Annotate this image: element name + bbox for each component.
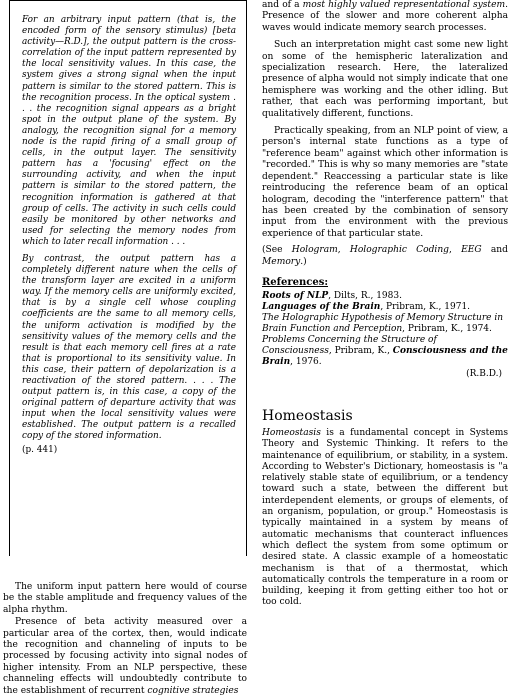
cont-b: . Presence of the slower and more coherent alpha waves would indicate memory search processes. — [262, 0, 508, 33]
homeostasis-term: Homeostasis — [262, 427, 321, 438]
reference-1 — [262, 291, 508, 302]
reference-4 — [262, 335, 508, 368]
quote-paragraph-1: For an arbitrary input pattern (that is, the encoded form of the sensory stimulus) [beta activity—R.D.], the output pattern is the cross-correlation of the input pattern represented by the local sensitivity values. In this case, the system gives a strong signal when the input pattern is similar to the stored pattern. This is the recognition process. In the optical system . . . the recognition signal appears as a bright spot in the output plane of the system. By analogy, the recognition signal for a memory node is the rapid firing of a small group of cells, in the output layer. The sensitivity pattern has a 'focusing' effect on the surrounding activity, and when the input pattern is similar to the stored pattern, the recognition information is gathered at that group of cells. The activity in such cells could easily be monitored by other networks and used for selecting the memory nodes from which to later recall information . . . — [22, 15, 236, 247]
cognitive-strategies-term: cognitive strategies — [147, 685, 239, 696]
right-column — [262, 0, 508, 609]
ref-1-rest: , Dilts, R., 1983. — [328, 290, 402, 301]
references-heading: References: — [262, 276, 329, 288]
ref-3-rest: , Pribram, K., 1974. — [402, 323, 492, 334]
rep-system-term: most highly valued representational system — [302, 0, 506, 10]
reference-2 — [262, 302, 508, 313]
quote-citation: (p. 441) — [22, 444, 58, 455]
ref-4-rest: , 1976. — [290, 356, 322, 367]
see-also — [262, 245, 508, 268]
see-link-memory: Memory — [262, 256, 301, 267]
see-link-hologram: Hologram — [291, 245, 338, 256]
homeostasis-text: is a fundamental concept in Systems Theory and Systemic Thinking. It refers to the maintenance of equilibrium, or stability, in a system. According to Webster's Dictionary, homeostasis is "a relatively stable state of equilibrium, or a tendency toward such a state, between the different but interdependent elements, or groups of elements, of an organism, population, or group." Homeostasis is typically maintained in a system by means of automatic mechanisms that counteract influences which deflect the system from some optimum or desired state. A classic example of a homeostatic mechanism is that of a thermostat, which automatically controls the temperature in a room or building, keeping it from getting either too hot or too cold. — [262, 427, 508, 608]
see-link-holographic-coding: Holographic Coding — [349, 245, 450, 256]
see-sep-1: , — [337, 245, 350, 256]
body-paragraph-continued — [262, 0, 508, 34]
cont-a: and of a — [262, 0, 303, 10]
reference-3 — [262, 313, 508, 335]
ref-1-title: Roots of NLP — [262, 290, 329, 301]
left-column — [3, 0, 247, 697]
beta-text: Presence of beta activity measured over a particular area of the cortex, then, would indicate the recognition and channeling of inputs to be processed by focusing activity into signal nodes of higher intensity. From an NLP perspective, these channeling effects will undoubtedly contribute to the establishment of recurrent — [3, 617, 247, 696]
ref-4-mid: , Pribram, K., — [328, 345, 393, 356]
body-paragraph-reference-beam: Practically speaking, from an NLP point of view, a person's internal state functions as a type of "reference beam" against which other information is "recorded." This is why so many memories are "state dependent." Reaccessing a particular state is like reintroducing the reference beam of an optical hologram, decoding the "interference pattern" that has been created by the combination of sensory input from the environment with the previous experience of that particular state. — [262, 126, 508, 239]
body-paragraph-beta-activity — [3, 617, 247, 697]
see-link-eeg: EEG — [461, 245, 482, 256]
see-open: (See — [262, 245, 292, 256]
ref-3-title: The Holographic Hypothesis of Memory Structure in Brain Function and Perception — [262, 312, 503, 334]
ref-2-rest: , Pribram, K., 1971. — [380, 301, 471, 312]
ref-4-bold-title: Consciousness and the Brain — [262, 345, 508, 367]
see-close: .) — [300, 256, 307, 267]
quote-box — [9, 0, 247, 556]
homeostasis-heading: Homeostasis — [262, 407, 353, 424]
quote-paragraph-2: By contrast, the output pattern has a completely different nature when the cells of the transform layer are excited in a uniform way. If the memory cells are uniformly excited, that is by a single cell whose coupling coefficients are the same to all memory cells, the uniform activation is modified by the sensitivity values of the memory cells and the result is that each memory cell fires at a rate that is proportional to its sensitivity value. In this case, their pattern of depolarization is a reactivation of the stored pattern. . . . The output pattern is, in this case, a copy of the original pattern of departure activity that was input when the local sensitivity values were established. The output pattern is a recalled copy of the stored information. — [22, 253, 236, 442]
ref-4-title: Problems Concerning the Structure of Consciousness — [262, 334, 437, 356]
see-sep-3: and — [481, 245, 508, 256]
body-paragraph-uniform-input: The uniform input pattern here would of course be the stable amplitude and frequency values of the alpha rhythm. — [3, 582, 247, 615]
homeostasis-definition — [262, 428, 508, 609]
body-paragraph-lateralization: Such an interpretation might cast some new light on some of the hemispheric lateralization and specialization research. Here, the lateralized presence of alpha would not simply indicate that one hemisphere was working and the other idling. But rather, that each was performing important, but qualitatively different, functions. — [262, 40, 508, 119]
see-sep-2: , — [449, 245, 462, 256]
ref-2-title: Languages of the Brain — [262, 301, 381, 312]
author-initials: (R.B.D.) — [466, 368, 502, 379]
